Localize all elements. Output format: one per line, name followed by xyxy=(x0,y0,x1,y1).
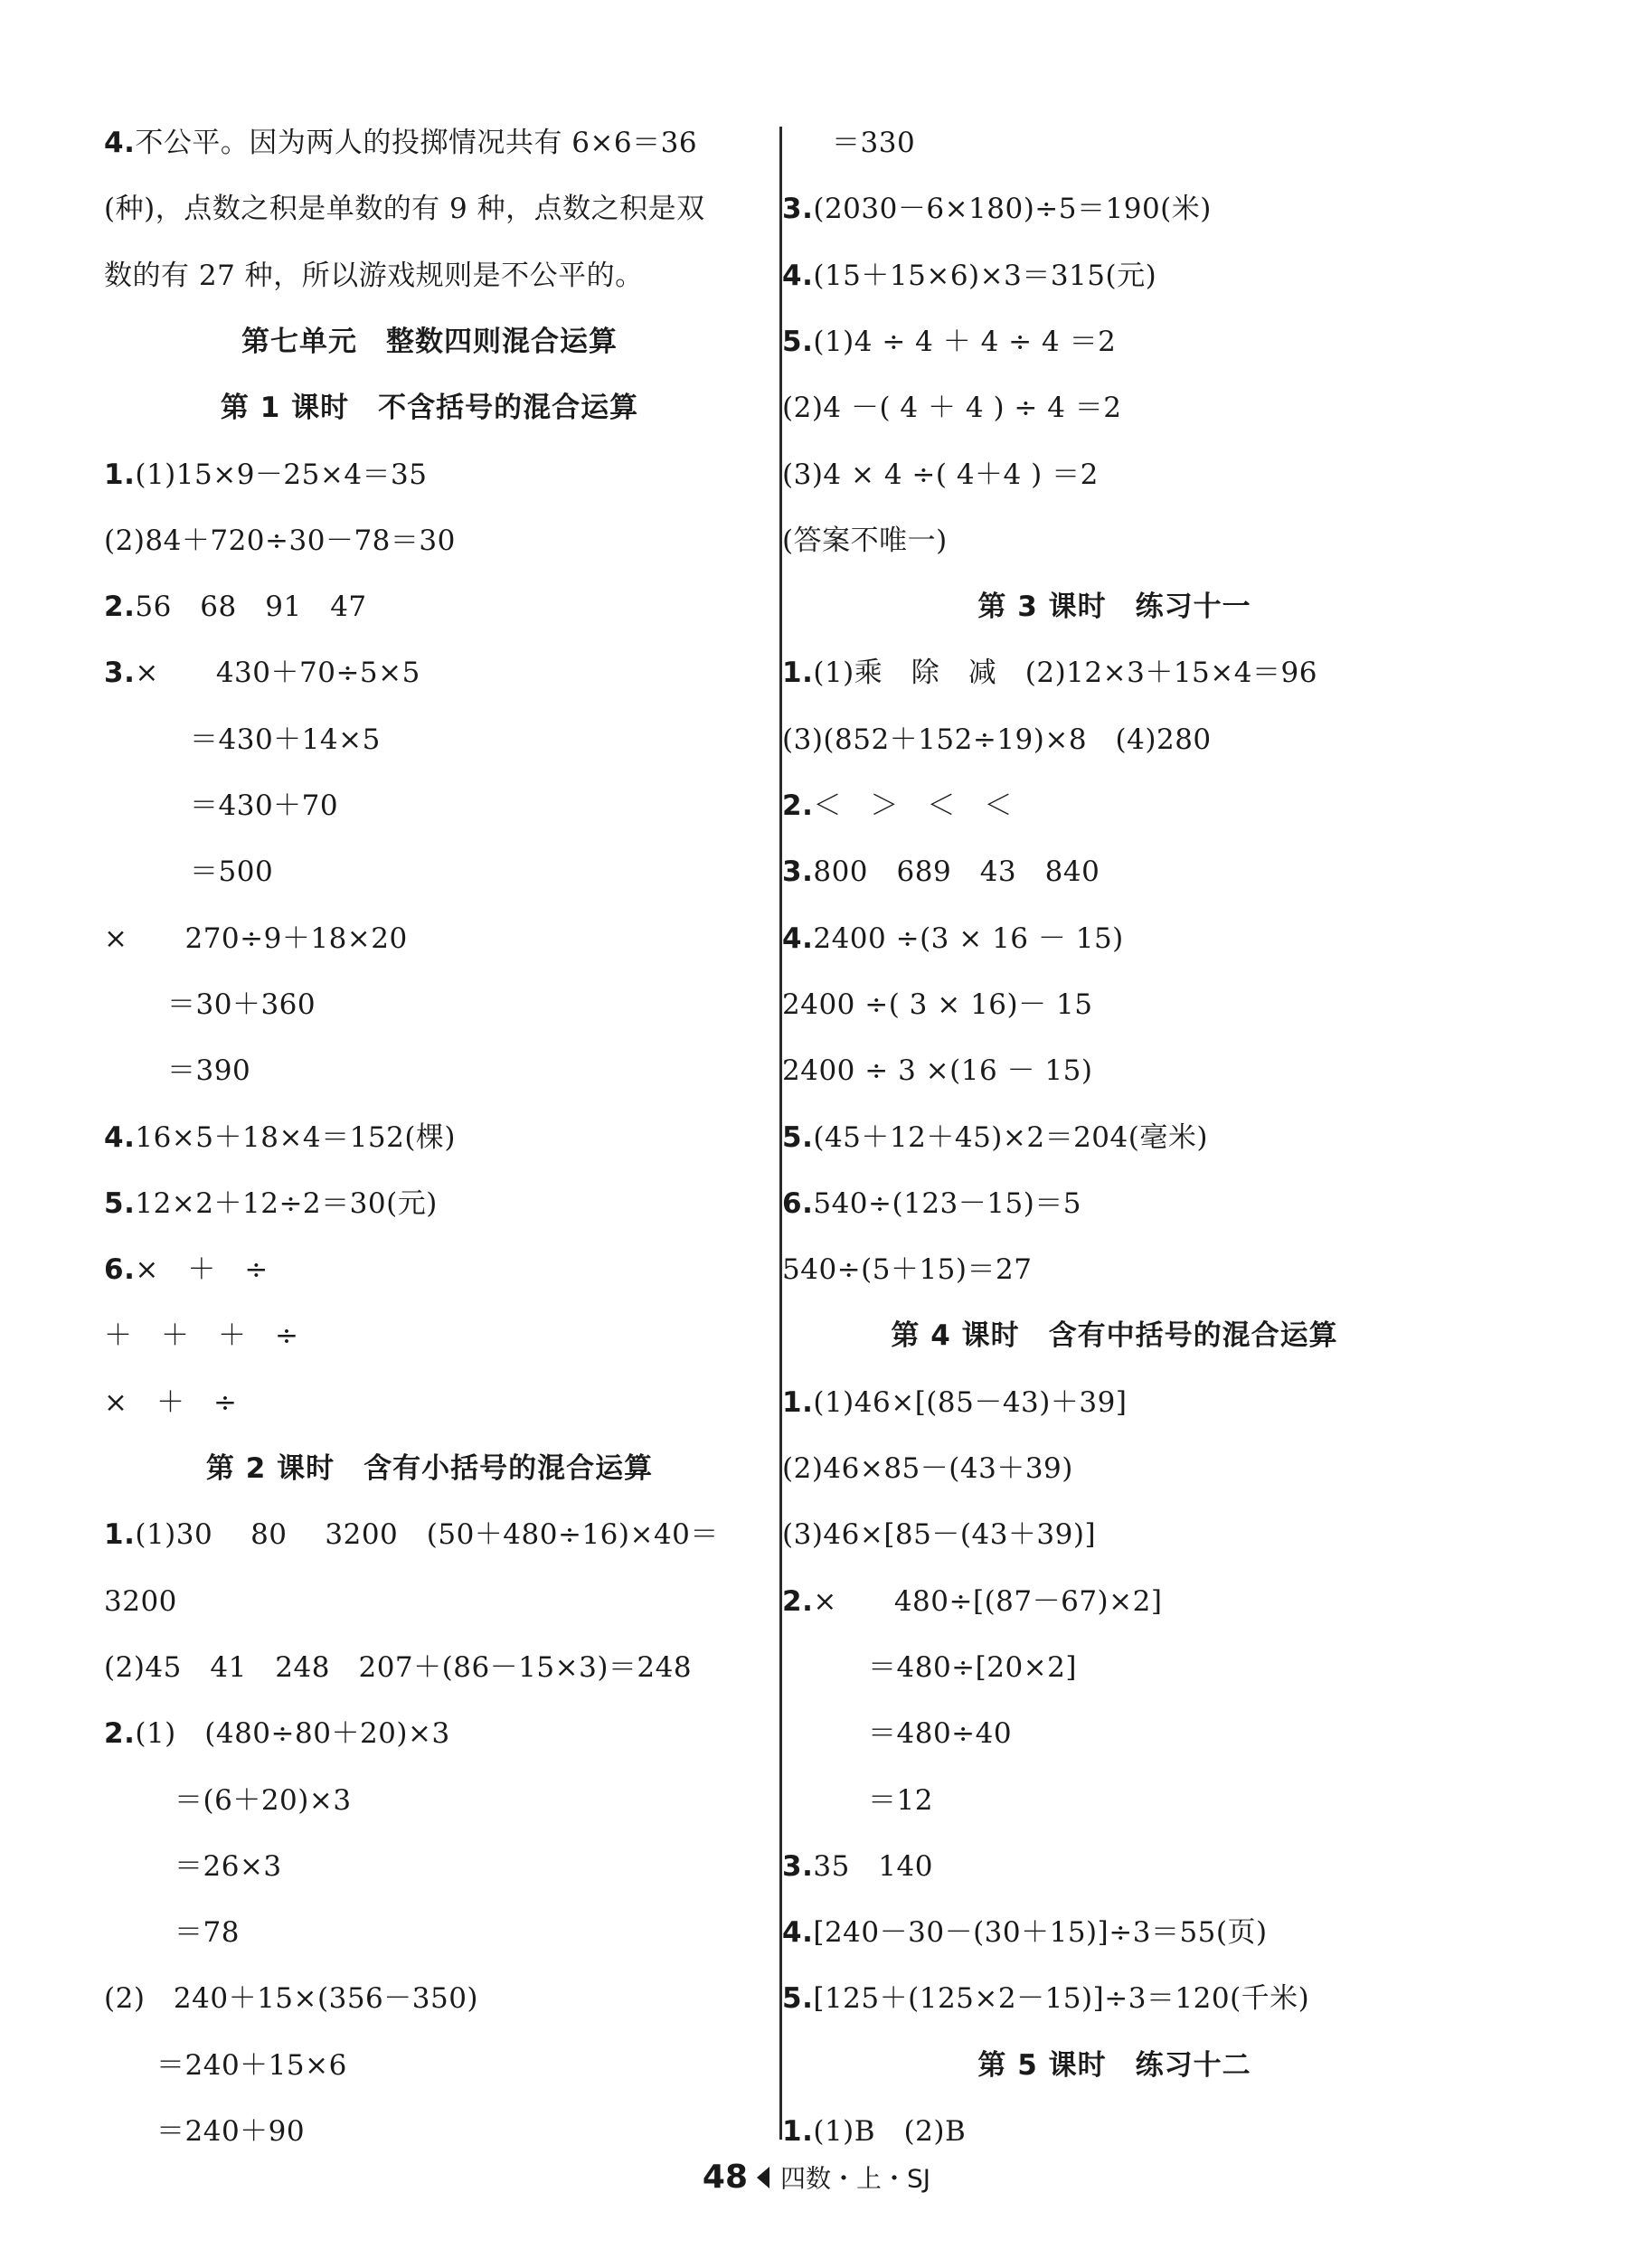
question-number: 2. xyxy=(104,1717,136,1750)
answer-line xyxy=(782,646,1317,700)
question-number: 2. xyxy=(782,1585,814,1618)
answer-line xyxy=(782,1839,933,1894)
answer-line xyxy=(104,1640,692,1695)
answer-text: ＝430＋14×5 xyxy=(190,723,381,756)
answer-text: ＝330 xyxy=(832,127,916,159)
answer-text: 12×2＋12÷2＝30(元) xyxy=(135,1187,438,1220)
answer-line xyxy=(782,1044,1092,1098)
answer-text: (3)46×[85－(43＋39)] xyxy=(782,1518,1097,1551)
answer-line xyxy=(104,249,644,303)
answer-line xyxy=(782,713,1212,767)
question-number: 2. xyxy=(782,789,814,822)
question-number: 5. xyxy=(782,326,814,358)
section-heading: 第 5 课时 练习十二 xyxy=(977,2049,1251,2082)
answer-line xyxy=(167,1044,250,1098)
question-number: 6. xyxy=(104,1253,136,1286)
answer-line xyxy=(104,1971,478,2026)
answer-line xyxy=(190,779,338,833)
question-number: 5. xyxy=(782,1121,814,1154)
answer-line xyxy=(868,1773,933,1828)
book-label: 四数・上・SJ xyxy=(780,2163,931,2194)
answer-text: (2)46×85－(43＋39) xyxy=(782,1452,1073,1485)
answer-text: 不公平。因为两人的投掷情况共有 6×6＝36 xyxy=(135,127,698,159)
answer-line xyxy=(782,1177,1081,1231)
answer-text: 2400 ÷(3 × 16 － 15) xyxy=(813,922,1124,955)
question-number: 1. xyxy=(104,458,136,491)
answer-text: (答案不唯一) xyxy=(782,524,948,557)
answer-line xyxy=(782,2104,966,2159)
answer-line xyxy=(175,1839,282,1894)
answer-text: ＝240＋90 xyxy=(156,2115,306,2148)
answer-line xyxy=(190,845,273,899)
answer-line xyxy=(156,2104,305,2159)
answer-line xyxy=(156,2038,347,2093)
answer-text: (2030－6×180)÷5＝190(米) xyxy=(813,193,1212,225)
answer-text: [125＋(125×2－15)]÷3＝120(千米) xyxy=(813,1982,1310,2015)
answer-text: (1) (480÷80＋20)×3 xyxy=(135,1717,450,1750)
answer-text: (种)，点数之积是单数的有 9 种，点数之积是双 xyxy=(104,193,705,225)
answer-text: (1)乘 除 减 (2)12×3＋15×4＝96 xyxy=(813,657,1317,689)
answer-line xyxy=(782,448,1099,502)
answer-line xyxy=(104,1574,177,1629)
answer-line xyxy=(104,1177,438,1231)
answer-text: 540÷(123－15)＝5 xyxy=(813,1187,1082,1220)
answer-line xyxy=(782,182,1212,236)
answer-line xyxy=(190,713,381,767)
question-number: 5. xyxy=(104,1187,136,1220)
answer-text: ＝(6＋20)×3 xyxy=(175,1784,352,1817)
answer-line xyxy=(167,978,316,1032)
answer-text: (1)46×[(85－43)＋39] xyxy=(813,1386,1128,1419)
answer-text: (2) 240＋15×(356－350) xyxy=(104,1982,479,2015)
answer-text: 数的有 27 种，所以游戏规则是不公平的。 xyxy=(104,260,644,292)
answer-text: ＜ ＞ ＜ ＜ xyxy=(813,789,1013,822)
answer-text: × ＋ ÷ xyxy=(104,1386,238,1419)
answer-line xyxy=(782,1243,1032,1297)
answer-text: (1)4 ÷ 4 ＋ 4 ÷ 4 ＝2 xyxy=(813,326,1117,358)
answer-line xyxy=(104,646,420,700)
answer-line xyxy=(782,978,1092,1032)
answer-line xyxy=(868,1706,1012,1761)
answer-text: × 430＋70÷5×5 xyxy=(135,657,420,689)
question-number: 1. xyxy=(104,1518,136,1551)
answer-text: (1)30 80 3200 (50＋480÷16)×40＝ xyxy=(135,1518,719,1551)
answer-line xyxy=(782,381,1122,435)
answer-text: ＝430＋70 xyxy=(190,789,339,822)
answer-text: (45＋12＋45)×2＝204(毫米) xyxy=(813,1121,1208,1154)
answer-line xyxy=(832,116,915,170)
answer-line xyxy=(104,912,408,966)
answer-line xyxy=(782,1574,1162,1629)
answer-line xyxy=(104,1243,269,1297)
question-number: 3. xyxy=(782,193,814,225)
answer-line xyxy=(104,1507,719,1562)
answer-line xyxy=(782,514,948,568)
answer-text: ＝26×3 xyxy=(175,1850,282,1883)
answer-line xyxy=(104,1375,237,1430)
answer-line xyxy=(782,1971,1309,2026)
answer-text: 35 140 xyxy=(813,1850,933,1883)
answer-text: (2)84＋720÷30－78＝30 xyxy=(104,524,456,557)
answer-line xyxy=(104,182,705,236)
answer-text: 3200 xyxy=(104,1585,177,1618)
answer-text: (3)(852＋152÷19)×8 (4)280 xyxy=(782,723,1212,756)
section-heading: 第七单元 整数四则混合运算 xyxy=(241,326,618,358)
answer-text: (15＋15×6)×3＝315(元) xyxy=(813,260,1157,292)
answer-line xyxy=(104,580,367,634)
answer-line xyxy=(782,1441,1073,1496)
left-triangle-icon xyxy=(757,2167,769,2188)
question-number: 4. xyxy=(782,1916,814,1949)
answer-line xyxy=(782,1375,1127,1430)
answer-line xyxy=(104,448,428,502)
answer-text: (2)45 41 248 207＋(86－15×3)＝248 xyxy=(104,1651,693,1684)
section-heading: 第 3 课时 练习十一 xyxy=(977,591,1251,623)
answer-text: 16×5＋18×4＝152(棵) xyxy=(135,1121,457,1154)
answer-text: 56 68 91 47 xyxy=(135,591,367,623)
answer-line xyxy=(782,845,1100,899)
question-number: 3. xyxy=(782,1850,814,1883)
answer-line xyxy=(782,1110,1208,1165)
answer-text: ＝480÷[20×2] xyxy=(868,1651,1077,1684)
answer-text: (3)4 × 4 ÷( 4＋4 ) ＝2 xyxy=(782,458,1099,491)
question-number: 4. xyxy=(104,1121,136,1154)
answer-text: × ＋ ÷ xyxy=(135,1253,269,1286)
question-number: 1. xyxy=(782,2115,814,2148)
answer-line xyxy=(175,1905,240,1960)
answer-line xyxy=(782,779,1013,833)
answer-text: ＝390 xyxy=(167,1054,251,1087)
answer-line xyxy=(782,315,1116,369)
question-number: 5. xyxy=(782,1982,814,2015)
answer-text: ＋ ＋ ＋ ÷ xyxy=(104,1319,299,1352)
answer-line xyxy=(782,249,1156,303)
question-number: 6. xyxy=(782,1187,814,1220)
question-number: 3. xyxy=(104,657,136,689)
answer-line xyxy=(175,1773,352,1828)
answer-text: × 270÷9＋18×20 xyxy=(104,922,408,955)
answer-text: ＝78 xyxy=(175,1916,240,1949)
answer-line xyxy=(782,912,1124,966)
answer-line xyxy=(104,514,456,568)
section-heading: 第 4 课时 含有中括号的混合运算 xyxy=(891,1319,1338,1352)
answer-text: (1)B (2)B xyxy=(813,2115,967,2148)
answer-text: ＝30＋360 xyxy=(167,988,316,1021)
answer-text: ＝500 xyxy=(190,855,274,888)
question-number: 2. xyxy=(104,591,136,623)
page-number: 48 xyxy=(702,2159,749,2196)
question-number: 4. xyxy=(782,260,814,292)
answer-line xyxy=(104,1309,298,1363)
answer-line xyxy=(782,1905,1268,1960)
answer-line xyxy=(868,1640,1077,1695)
answer-line xyxy=(104,1706,450,1761)
answer-line xyxy=(104,116,697,170)
answer-text: 540÷(5＋15)＝27 xyxy=(782,1253,1033,1286)
answer-line xyxy=(104,1110,456,1165)
answer-text: 2400 ÷( 3 × 16)－ 15 xyxy=(782,988,1093,1021)
section-heading: 第 2 课时 含有小括号的混合运算 xyxy=(205,1452,654,1485)
answer-line xyxy=(782,1507,1096,1562)
question-number: 4. xyxy=(782,922,814,955)
answer-text: 2400 ÷ 3 ×(16 － 15) xyxy=(782,1054,1093,1087)
answer-text: × 480÷[(87－67)×2] xyxy=(813,1585,1163,1618)
page-footer xyxy=(0,2159,1633,2213)
answer-text: (2)4 －( 4 ＋ 4 ) ÷ 4 ＝2 xyxy=(782,392,1122,424)
question-number: 1. xyxy=(782,1386,814,1419)
answer-text: (1)15×9－25×4＝35 xyxy=(135,458,428,491)
question-number: 1. xyxy=(782,657,814,689)
answer-text: ＝480÷40 xyxy=(868,1717,1013,1750)
answer-text: 800 689 43 840 xyxy=(813,855,1100,888)
answer-text: ＝240＋15×6 xyxy=(156,2049,347,2082)
answer-text: [240－30－(30＋15)]÷3＝55(页) xyxy=(813,1916,1268,1949)
question-number: 3. xyxy=(782,855,814,888)
answer-text: ＝12 xyxy=(868,1784,933,1817)
section-heading: 第 1 课时 不含括号的混合运算 xyxy=(220,392,639,424)
question-number: 4. xyxy=(104,127,136,159)
